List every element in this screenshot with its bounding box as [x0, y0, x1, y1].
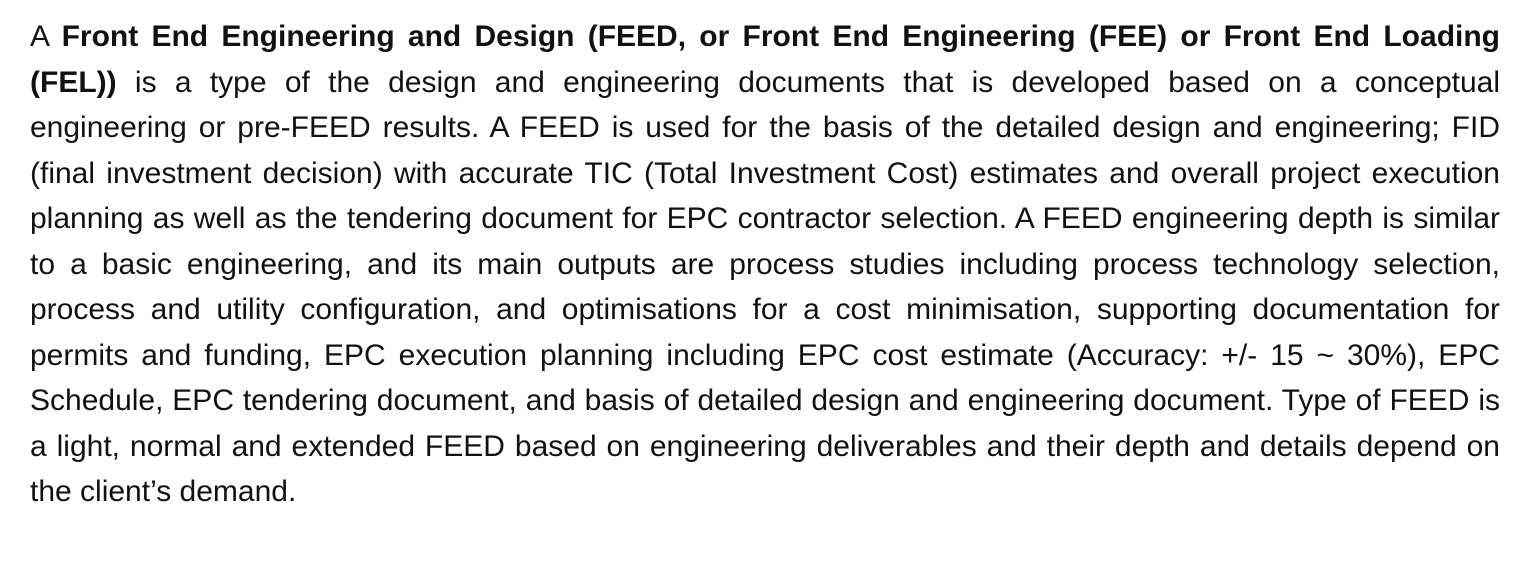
- bold-term: Front End Engineering and Design (FEED, or Front End Engineering (FEE) or Front End Loading (FEL)): [30, 20, 1500, 99]
- document-body: [30, 14, 1500, 515]
- paragraph-body: is a type of the design and engineering documents that is developed based on a conceptual engineering or pre-FEED results. A FEED is used for the basis of the detailed design and engineering; FID (final investment decision) with accurate TIC (Total Investment Cost) estimates and overall project execution planning as well as the tendering document for EPC contractor selection. A FEED engineering depth is similar to a basic engineering, and its main outputs are process studies including process technology selection, process and utility configuration, and optimisations for a cost minimisation, supporting documentation for permits and funding, EPC execution planning including EPC cost estimate (Accuracy: +/- 15 ~ 30%), EPC Schedule, EPC tendering document, and basis of detailed design and engineering document. Type of FEED is a light, normal and extended FEED based on engineering deliverables and their depth and details depend on the client’s demand.: [30, 65, 1500, 508]
- feed-definition-paragraph: [30, 14, 1500, 515]
- paragraph-lead: A: [30, 20, 62, 53]
